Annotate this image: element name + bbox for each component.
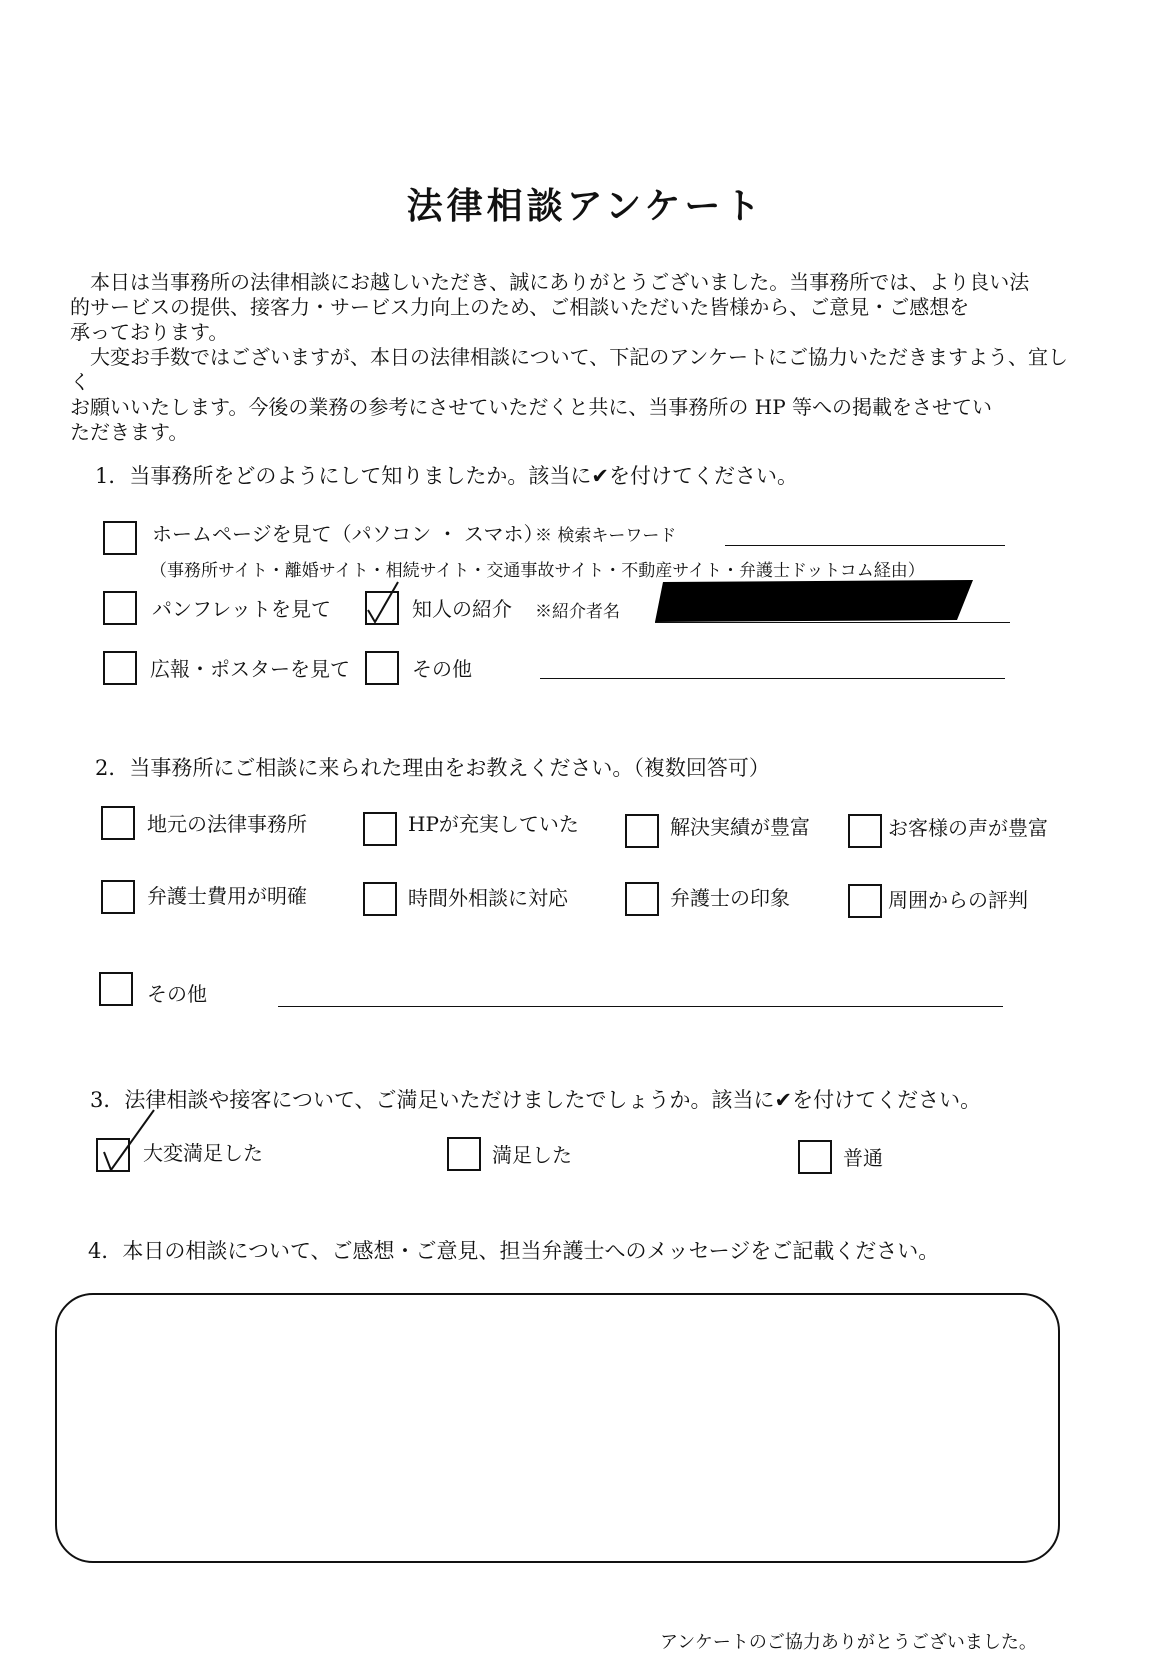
option-after-hours: 時間外相談に対応 (408, 886, 568, 910)
intro-line-6: ただきます。 (70, 420, 189, 444)
option-good-hp: HPが充実していた (408, 812, 579, 836)
intro-line-1: 本日は当事務所の法律相談にお越しいただき、誠にありがとうございました。当事務所では、より良い法 (90, 270, 1030, 294)
footer-thanks: アンケートのご協力ありがとうございました。 (660, 1632, 1037, 1653)
checkbox-after-hours[interactable] (363, 882, 397, 916)
checkbox-lawyer-impression[interactable] (625, 882, 659, 916)
option-other-2: その他 (147, 982, 207, 1006)
option-customer-voices: お客様の声が豊富 (888, 816, 1048, 840)
checkbox-homepage[interactable] (103, 521, 137, 555)
checkbox-other-2[interactable] (99, 972, 133, 1006)
comment-textarea[interactable] (55, 1293, 1060, 1563)
option-pamphlet: パンフレットを見て (152, 597, 331, 621)
option-very-satisfied: 大変満足した (143, 1141, 263, 1165)
option-referral: 知人の紹介 (412, 597, 512, 621)
intro-line-2: 的サービスの提供、接客力・サービス力向上のため、ご相談いただいた皆様から、ご意見・ご感想を (70, 295, 970, 319)
survey-title: 法律相談アンケート (406, 186, 765, 227)
intro-line-5: お願いいたします。今後の業務の参考にさせていただくと共に、当事務所の HP 等への掲載をさせてい (70, 395, 993, 419)
checkbox-reputation[interactable] (848, 884, 882, 918)
intro-line-3: 承っております。 (70, 320, 229, 344)
checkbox-other-1[interactable] (365, 651, 399, 685)
question-3-label: 3．法律相談や接客について、ご満足いただけましたでしょうか。該当に✔を付けてください。 (90, 1088, 982, 1112)
other-1-input-line[interactable] (540, 678, 1005, 679)
option-reputation: 周囲からの評判 (888, 888, 1028, 912)
checkbox-track-record[interactable] (625, 814, 659, 848)
redaction-mark (655, 580, 975, 622)
checkbox-pamphlet[interactable] (103, 591, 137, 625)
option-poster: 広報・ポスターを見て (150, 657, 350, 681)
checkbox-average[interactable] (798, 1140, 832, 1174)
checkbox-local-firm[interactable] (101, 806, 135, 840)
keyword-input-line[interactable] (725, 545, 1005, 546)
referrer-note: ※紹介者名 (535, 602, 620, 622)
option-other-1: その他 (412, 657, 472, 681)
question-4-label: 4．本日の相談について、ご感想・ご意見、担当弁護士へのメッセージをご記載ください。 (88, 1239, 940, 1263)
option-local-firm: 地元の法律事務所 (147, 812, 307, 836)
checkbox-referral[interactable] (365, 591, 399, 625)
option-homepage: ホームページを見て（パソコン ・ スマホ） (152, 522, 544, 546)
intro-line-4: 大変お手数ではございますが、本日の法律相談について、下記のアンケートにご協力いただきますよう、宜しく (70, 345, 1068, 394)
checkbox-poster[interactable] (103, 651, 137, 685)
referrer-input-line[interactable] (655, 622, 1010, 623)
checkbox-clear-fees[interactable] (101, 880, 135, 914)
checkbox-good-hp[interactable] (363, 812, 397, 846)
option-satisfied: 満足した (492, 1143, 572, 1167)
comment-text (57, 1295, 1058, 1335)
question-2-label: 2．当事務所にご相談に来られた理由をお教えください。（複数回答可） (95, 756, 770, 780)
option-lawyer-impression: 弁護士の印象 (670, 886, 790, 910)
checkbox-very-satisfied[interactable] (96, 1138, 130, 1172)
option-average: 普通 (843, 1146, 883, 1170)
option-clear-fees: 弁護士費用が明確 (147, 884, 307, 908)
question-1-label: 1．当事務所をどのようにして知りましたか。該当に✔を付けてください。 (95, 464, 798, 488)
option-track-record: 解決実績が豊富 (670, 815, 810, 839)
site-list: （事務所サイト・離婚サイト・相続サイト・交通事故サイト・不動産サイト・弁護士ドットコム経由） (150, 561, 925, 581)
checkbox-satisfied[interactable] (447, 1137, 481, 1171)
other-2-input-line[interactable] (278, 1006, 1003, 1007)
keyword-note: ※ 検索キーワード (535, 526, 677, 546)
checkbox-customer-voices[interactable] (848, 814, 882, 848)
intro-text (70, 270, 1070, 445)
